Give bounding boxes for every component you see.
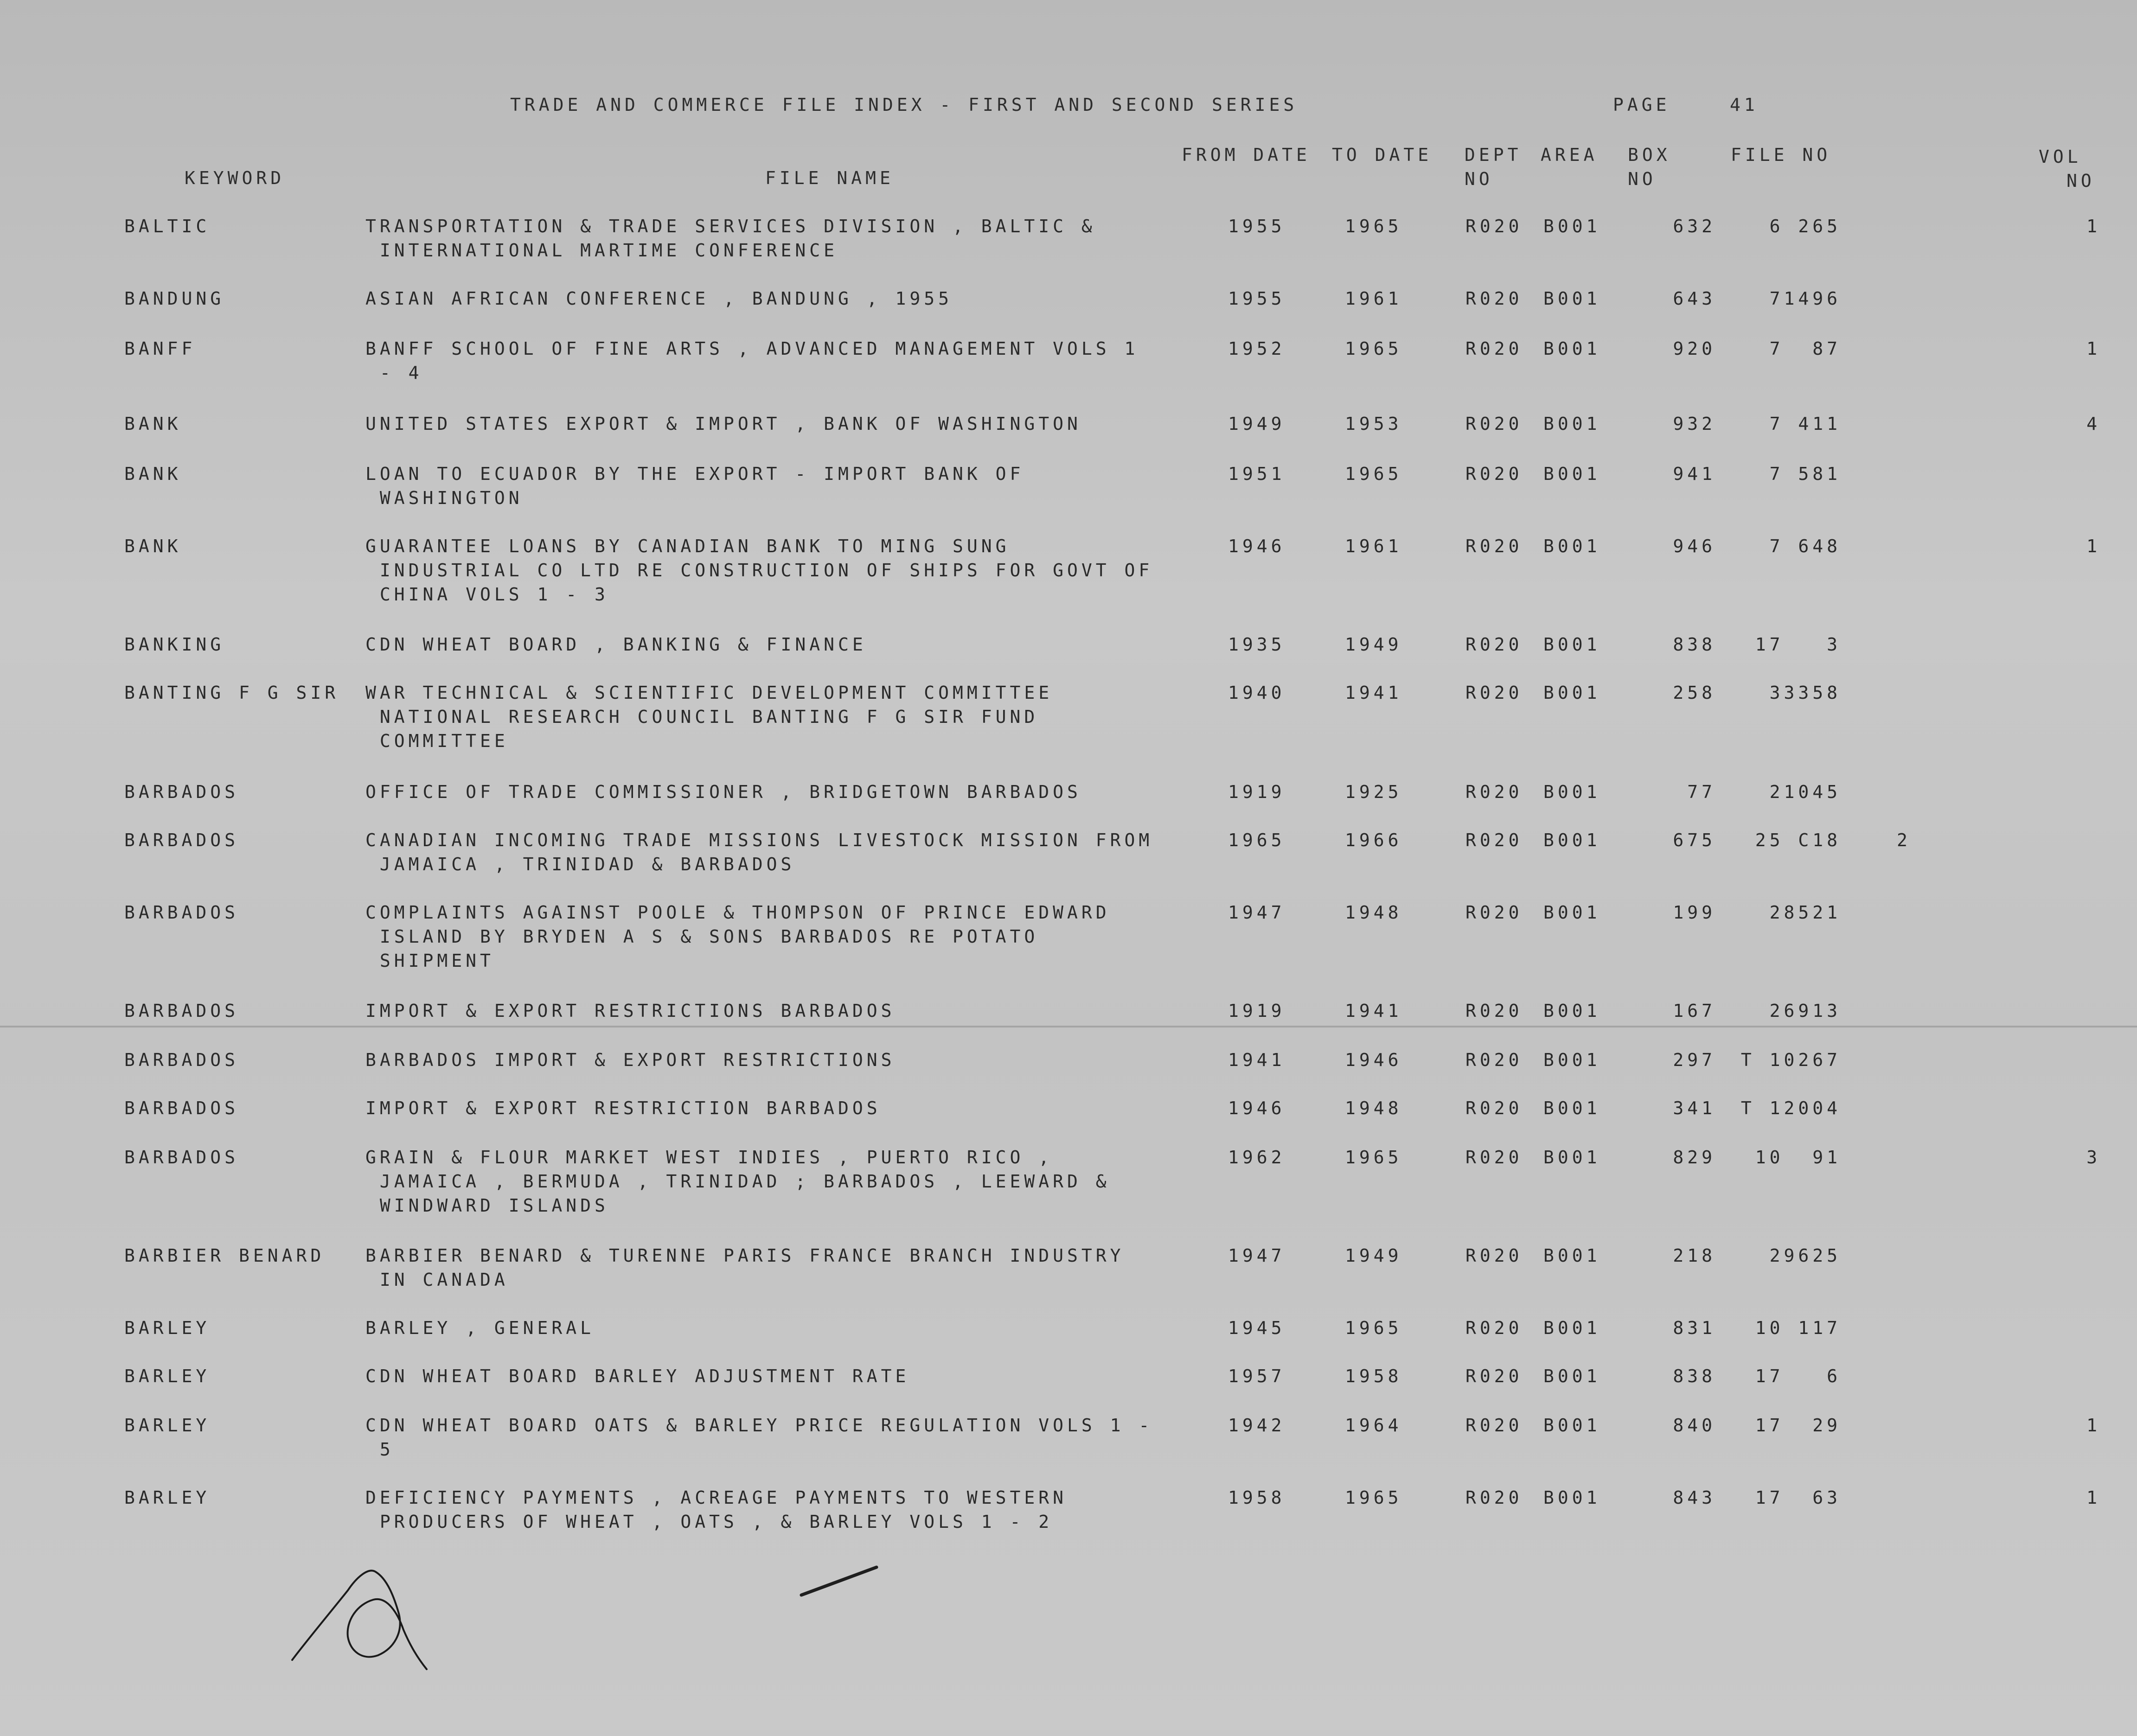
row-box-no: 838 [1673,634,1716,655]
row-file-name: UNITED STATES EXPORT & IMPORT , BANK OF WASHINGTON [365,414,1081,434]
row-keyword: BANK [124,536,182,556]
row-from-date: 1957 [1228,1366,1286,1386]
row-file-no: 17 6 [1755,1366,1841,1386]
row-file-name: CANADIAN INCOMING TRADE MISSIONS LIVESTOCK MISSION FROM JAMAICA , TRINIDAD & BARBADOS [365,830,1153,874]
row-area: B001 [1543,1001,1601,1021]
row-file-name: BANFF SCHOOL OF FINE ARTS , ADVANCED MANAGEMENT VOLS 1 - 4 [365,338,1139,383]
row-keyword: BARBADOS [124,902,239,923]
row-vol-no: 1 [2086,1487,2101,1508]
row-dept-no: R020 [1465,338,1523,359]
row-file-name: CDN WHEAT BOARD , BANKING & FINANCE [365,634,867,655]
page-label: PAGE [1613,95,1670,115]
row-file-no: 6 265 [1769,216,1841,236]
row-from-date: 1955 [1228,288,1286,309]
col-header-file-name: FILE NAME [765,168,894,188]
col-header-from-date: FROM DATE [1182,145,1311,165]
row-keyword: BARBADOS [124,782,239,802]
row-to-date: 1925 [1345,782,1402,802]
row-file-name: BARLEY , GENERAL [365,1318,595,1338]
col-header-box-no: NO [1628,169,1657,189]
row-dept-no: R020 [1465,683,1523,703]
row-file-name: IMPORT & EXPORT RESTRICTIONS BARBADOS [365,1001,896,1021]
row-area: B001 [1543,634,1601,655]
row-from-date: 1946 [1228,536,1286,556]
row-box-no: 920 [1673,338,1716,359]
row-file-no: 7 87 [1769,338,1841,359]
row-to-date: 1965 [1345,1147,1402,1168]
row-dept-no: R020 [1465,634,1523,655]
row-box-no: 341 [1673,1098,1716,1118]
row-area: B001 [1543,830,1601,850]
row-from-date: 1946 [1228,1098,1286,1118]
row-area: B001 [1543,1366,1601,1386]
col-header-vol: VOL [2039,147,2082,167]
row-keyword: BARBIER BENARD [124,1245,325,1266]
row-keyword: BARBADOS [124,1098,239,1118]
row-area: B001 [1543,288,1601,309]
row-to-date: 1965 [1345,464,1402,484]
row-keyword: BANDUNG [124,288,225,309]
row-to-date: 1953 [1345,414,1402,434]
row-area: B001 [1543,1147,1601,1168]
row-file-no: T 10267 [1740,1050,1841,1070]
row-file-no: 33358 [1769,683,1841,703]
row-file-no: 25 C18 [1755,830,1841,850]
row-vol-no: 1 [2086,216,2101,236]
col-header-area: AREA [1541,145,1598,165]
row-file-no: T 12004 [1740,1098,1841,1118]
row-to-date: 1965 [1345,216,1402,236]
row-from-date: 1952 [1228,338,1286,359]
row-keyword: BARLEY [124,1487,211,1508]
row-area: B001 [1543,1245,1601,1266]
row-file-no: 17 63 [1755,1487,1841,1508]
row-file-name: GRAIN & FLOUR MARKET WEST INDIES , PUERTO RICO , JAMAICA , BERMUDA , TRINIDAD ; BARBADOS , LEEWARD & WINDWARD ISLANDS [365,1147,1110,1216]
row-area: B001 [1543,414,1601,434]
row-from-date: 1951 [1228,464,1286,484]
row-area: B001 [1543,683,1601,703]
row-from-date: 1940 [1228,683,1286,703]
col-header-to-date: TO DATE [1332,145,1433,165]
row-keyword: BARLEY [124,1415,211,1436]
row-keyword: BANK [124,414,182,434]
row-vol-no: 4 [2086,414,2101,434]
row-dept-no: R020 [1465,1415,1523,1436]
row-from-date: 1947 [1228,902,1286,923]
row-from-date: 1935 [1228,634,1286,655]
row-vol-no: 1 [2086,1415,2101,1436]
row-box-no: 218 [1673,1245,1716,1266]
row-file-name: IMPORT & EXPORT RESTRICTION BARBADOS [365,1098,881,1118]
col-header-vol-no: NO [2067,171,2095,191]
row-file-no: 7 648 [1769,536,1841,556]
page-number: 41 [1730,95,1759,115]
row-file-name: COMPLAINTS AGAINST POOLE & THOMPSON OF PRINCE EDWARD ISLAND BY BRYDEN A S & SONS BARBADOS RE POTATO SHIPMENT [365,902,1110,971]
row-area: B001 [1543,338,1601,359]
row-keyword: BARLEY [124,1318,211,1338]
row-dept-no: R020 [1465,1098,1523,1118]
row-to-date: 1961 [1345,288,1402,309]
row-area: B001 [1543,1415,1601,1436]
row-box-no: 167 [1673,1001,1716,1021]
row-file-no: 26913 [1769,1001,1841,1021]
row-box-no: 831 [1673,1318,1716,1338]
row-box-no: 675 [1673,830,1716,850]
row-dept-no: R020 [1465,830,1523,850]
row-file-no: 28521 [1769,902,1841,923]
row-file-name: CDN WHEAT BOARD OATS & BARLEY PRICE REGULATION VOLS 1 - 5 [365,1415,1153,1460]
row-file-no: 29625 [1769,1245,1841,1266]
row-to-date: 1965 [1345,338,1402,359]
col-header-box: BOX [1628,145,1671,165]
row-file-no: 10 91 [1755,1147,1841,1168]
row-file-no: 17 3 [1755,634,1841,655]
row-file-name: WAR TECHNICAL & SCIENTIFIC DEVELOPMENT COMMITTEE NATIONAL RESEARCH COUNCIL BANTING F G SIR FUND COMMITTEE [365,683,1053,751]
row-file-name: TRANSPORTATION & TRADE SERVICES DIVISION , BALTIC & INTERNATIONAL MARTIME CONFERENCE [365,216,1096,261]
row-from-date: 1958 [1228,1487,1286,1508]
row-to-date: 1966 [1345,830,1402,850]
row-box-no: 258 [1673,683,1716,703]
row-dept-no: R020 [1465,1318,1523,1338]
row-to-date: 1949 [1345,634,1402,655]
row-dept-no: R020 [1465,288,1523,309]
row-keyword: BANK [124,464,182,484]
row-box-no: 838 [1673,1366,1716,1386]
row-file-name: DEFICIENCY PAYMENTS , ACREAGE PAYMENTS TO WESTERN PRODUCERS OF WHEAT , OATS , & BARLEY VOLS 1 - 2 [365,1487,1068,1532]
row-to-date: 1961 [1345,536,1402,556]
row-box-no: 199 [1673,902,1716,923]
scan-line [0,1026,2137,1028]
row-file-no: 10 117 [1755,1318,1841,1338]
row-area: B001 [1543,1318,1601,1338]
row-area: B001 [1543,464,1601,484]
row-area: B001 [1543,782,1601,802]
row-keyword: BARBADOS [124,1050,239,1070]
col-header-dept-no: NO [1465,169,1493,189]
row-to-date: 1965 [1345,1318,1402,1338]
row-dept-no: R020 [1465,536,1523,556]
row-file-name: BARBIER BENARD & TURENNE PARIS FRANCE BRANCH INDUSTRY IN CANADA [365,1245,1125,1290]
row-dept-no: R020 [1465,1147,1523,1168]
row-dept-no: R020 [1465,1366,1523,1386]
row-to-date: 1965 [1345,1487,1402,1508]
handwritten-loop-mark [278,1558,454,1674]
row-to-date: 1941 [1345,1001,1402,1021]
row-box-no: 643 [1673,288,1716,309]
row-dept-no: R020 [1465,1001,1523,1021]
row-keyword: BANKING [124,634,225,655]
row-area: B001 [1543,902,1601,923]
row-vol-no: 1 [2086,338,2101,359]
document-title: TRADE AND COMMERCE FILE INDEX - FIRST AND SECOND SERIES [510,95,1298,115]
row-to-date: 1949 [1345,1245,1402,1266]
row-keyword: BANFF [124,338,196,359]
row-to-date: 1946 [1345,1050,1402,1070]
row-file-name: OFFICE OF TRADE COMMISSIONER , BRIDGETOWN BARBADOS [365,782,1081,802]
row-area: B001 [1543,216,1601,236]
row-keyword: BALTIC [124,216,211,236]
row-keyword: BARBADOS [124,1147,239,1168]
row-to-date: 1948 [1345,1098,1402,1118]
row-box-no: 829 [1673,1147,1716,1168]
row-to-date: 1948 [1345,902,1402,923]
col-header-keyword: KEYWORD [185,168,285,188]
row-area: B001 [1543,1050,1601,1070]
row-box-no: 932 [1673,414,1716,434]
row-dept-no: R020 [1465,1487,1523,1508]
row-file-no: 7 411 [1769,414,1841,434]
row-box-no: 297 [1673,1050,1716,1070]
row-file-name: LOAN TO ECUADOR BY THE EXPORT - IMPORT BANK OF WASHINGTON [365,464,1024,508]
row-box-no: 843 [1673,1487,1716,1508]
row-file-no: 71496 [1769,288,1841,309]
row-from-date: 1945 [1228,1318,1286,1338]
row-dept-no: R020 [1465,1245,1523,1266]
row-vol-no: 1 [2086,536,2101,556]
col-header-file-no: FILE NO [1731,145,1831,165]
row-keyword: BARBADOS [124,830,239,850]
row-keyword: BARBADOS [124,1001,239,1021]
row-file-name: GUARANTEE LOANS BY CANADIAN BANK TO MING SUNG INDUSTRIAL CO LTD RE CONSTRUCTION OF SHIPS FOR GOVT OF CHINA VOLS 1 - 3 [365,536,1153,605]
row-from-date: 1962 [1228,1147,1286,1168]
col-header-dept: DEPT [1465,145,1522,165]
row-from-date: 1919 [1228,1001,1286,1021]
row-area: B001 [1543,536,1601,556]
row-box-no: 840 [1673,1415,1716,1436]
row-from-date: 1919 [1228,782,1286,802]
row-keyword: BARLEY [124,1366,211,1386]
row-file-no: 7 581 [1769,464,1841,484]
row-area: B001 [1543,1098,1601,1118]
row-file-name: BARBADOS IMPORT & EXPORT RESTRICTIONS [365,1050,896,1070]
row-dept-no: R020 [1465,902,1523,923]
row-dept-no: R020 [1465,782,1523,802]
row-from-date: 1949 [1228,414,1286,434]
row-from-date: 1942 [1228,1415,1286,1436]
row-keyword: BANTING F G SIR [124,683,339,703]
row-from-date: 1955 [1228,216,1286,236]
row-area: B001 [1543,1487,1601,1508]
row-dept-no: R020 [1465,414,1523,434]
row-extra-no: 2 [1897,830,1911,850]
row-box-no: 77 [1687,782,1716,802]
row-to-date: 1958 [1345,1366,1402,1386]
row-box-no: 946 [1673,536,1716,556]
row-from-date: 1947 [1228,1245,1286,1266]
row-from-date: 1941 [1228,1050,1286,1070]
row-file-name: CDN WHEAT BOARD BARLEY ADJUSTMENT RATE [365,1366,910,1386]
row-to-date: 1964 [1345,1415,1402,1436]
row-dept-no: R020 [1465,1050,1523,1070]
row-file-no: 21045 [1769,782,1841,802]
row-file-no: 17 29 [1755,1415,1841,1436]
row-from-date: 1965 [1228,830,1286,850]
row-box-no: 632 [1673,216,1716,236]
row-dept-no: R020 [1465,216,1523,236]
row-to-date: 1941 [1345,683,1402,703]
pen-stroke-mark [798,1563,881,1600]
row-dept-no: R020 [1465,464,1523,484]
row-box-no: 941 [1673,464,1716,484]
row-file-name: ASIAN AFRICAN CONFERENCE , BANDUNG , 1955 [365,288,953,309]
row-vol-no: 3 [2086,1147,2101,1168]
